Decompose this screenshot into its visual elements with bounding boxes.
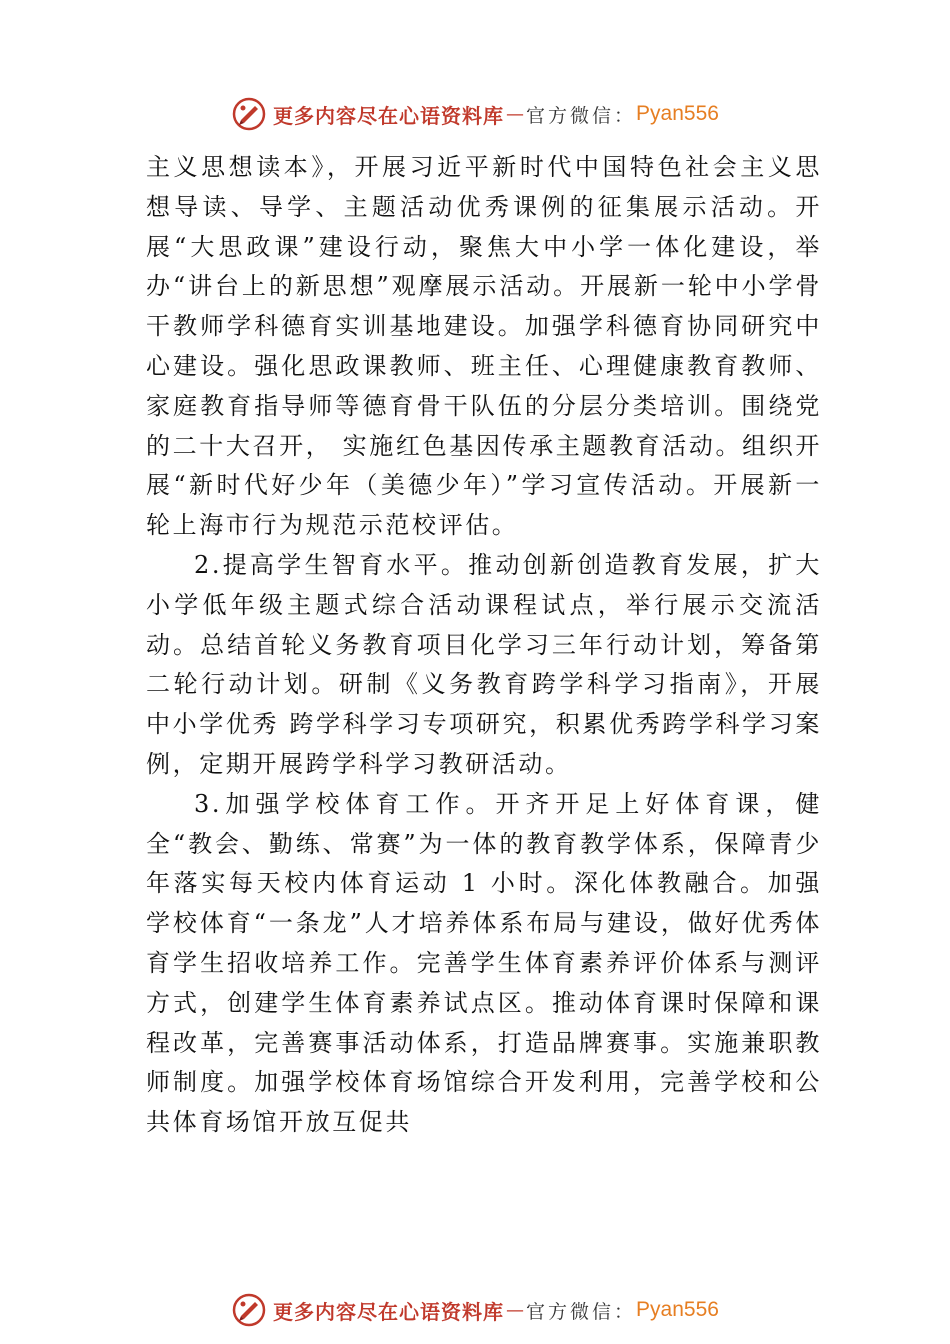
header-account: Pyan556	[636, 102, 719, 125]
footer-separator: —	[506, 1299, 525, 1321]
footer-banner	[0, 1290, 950, 1330]
document-body	[146, 148, 822, 1143]
paragraph-1: 主义思想读本》，开展习近平新时代中国特色社会主义思想导读、导学、主题活动优秀课例的征集展示活动。开展“大思政课”建设行动，聚焦大中小学一体化建设，举办“讲台上的新思想”观摩展示活动。开展新一轮中小学骨干教师学科德育实训基地建设。加强学科德育协同研究中心建设。强化思政课教师、班主任、心理健康教育教师、家庭教育指导师等德育骨干队伍的分层分类培训。围绕党的二十大召开， 实施红色基因传承主题教育活动。组织开展“新时代好少年（美德少年）”学习宣传活动。开展新一轮上海市行为规范示范校评估。	[146, 153, 822, 540]
header-wechat-label: 官方微信：	[526, 104, 637, 127]
paragraph-2: 2.提高学生智育水平。推动创新创造教育发展，扩大小学低年级主题式综合活动课程试点，举行展示交流活动。总结首轮义务教育项目化学习三年行动计划，筹备第二轮行动计划。研制《义务教育跨学科学习指南》，开展中小学优秀 跨学科学习专项研究，积累优秀跨学科学习案例，定期开展跨学科学习教研活动。	[146, 550, 822, 778]
header-brand: 更多内容尽在心语资料库	[273, 103, 505, 128]
footer-account: Pyan556	[636, 1298, 719, 1321]
footer-wechat-label: 官方微信：	[526, 1300, 637, 1323]
header-separator: —	[506, 103, 525, 125]
logo-icon	[231, 96, 267, 132]
logo-icon	[231, 1292, 267, 1328]
header-banner	[0, 94, 950, 134]
paragraph-3: 3.加强学校体育工作。开齐开足上好体育课，健全“教会、勤练、常赛”为一体的教育教学体系，保障青少年落实每天校内体育运动 1 小时。深化体教融合。加强学校体育“一条龙”人才培养体系布局与建设，做好优秀体育学生招收培养工作。完善学生体育素养评价体系与测评方式，创建学生体育素养试点区。推动体育课时保障和课程改革，完善赛事活动体系，打造品牌赛事。实施兼职教师制度。加强学校体育场馆综合开发利用，完善学校和公共体育场馆开放互促共	[146, 789, 822, 1137]
footer-brand: 更多内容尽在心语资料库	[273, 1299, 505, 1324]
